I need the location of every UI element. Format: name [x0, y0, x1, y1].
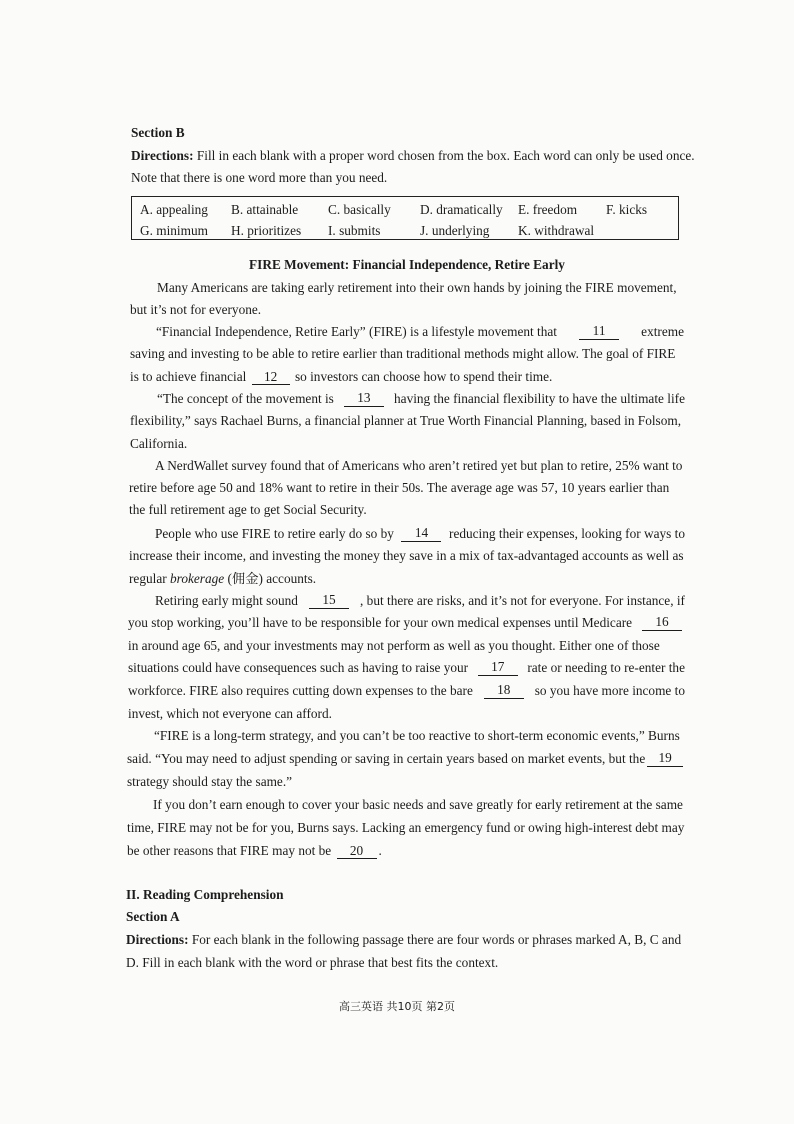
text-segment: so investors can choose how to spend their time. — [294, 369, 553, 384]
directions-text: For each blank in the following passage there are four words or phrases marked A, B, C and — [191, 932, 682, 947]
passage-line — [155, 593, 685, 609]
passage-line — [128, 615, 684, 631]
blank-14[interactable]: 14 — [401, 526, 441, 542]
passage-line: Many Americans are taking early retirement into their own hands by joining the FIRE movement, — [157, 280, 677, 295]
text-segment: extreme — [641, 324, 684, 339]
page-footer: 高三英语 共10页 第2页 — [339, 1000, 455, 1013]
passage-line: flexibility,” says Rachael Burns, a financial planner at True Worth Financial Planning, based in Folsom, — [130, 413, 682, 428]
text-segment: Retiring early might sound — [155, 593, 298, 608]
section-b-heading: Section B — [131, 125, 185, 140]
section-b-directions-line-1 — [131, 148, 695, 164]
passage-line: saving and investing to be able to retire earlier than traditional methods might allow. The goal of FIRE — [130, 346, 676, 361]
word-option: G. minimum — [140, 223, 208, 238]
passage-line — [156, 324, 684, 340]
blank-15[interactable]: 15 — [309, 593, 349, 609]
reading-directions-line-1 — [126, 932, 681, 948]
text-segment: rate or needing to re-enter the — [527, 660, 685, 675]
passage-line — [130, 369, 552, 385]
word-option: C. basically — [328, 202, 391, 217]
text-segment: so you have more income to — [534, 683, 685, 698]
passage-line: time, FIRE may not be for you, Burns says. Lacking an emergency fund or owing high-interest debt may — [127, 820, 685, 835]
passage-line: the full retirement age to get Social Security. — [129, 502, 367, 517]
blank-11[interactable]: 11 — [579, 324, 619, 340]
section-b-directions-line-2: Note that there is one word more than you need. — [131, 170, 388, 185]
word-option: E. freedom — [518, 202, 578, 217]
text-segment: brokerage — [169, 571, 225, 586]
passage-line — [129, 571, 316, 587]
passage-line: California. — [130, 436, 188, 451]
word-option: I. submits — [328, 223, 381, 238]
word-box — [131, 196, 679, 240]
text-segment: said. “You may need to adjust spending or saving in certain years based on market events, but the — [127, 751, 646, 766]
text-segment: “Financial Independence, Retire Early” (FIRE) is a lifestyle movement that — [156, 324, 557, 339]
blank-20[interactable]: 20 — [337, 844, 377, 859]
passage-line: “FIRE is a long-term strategy, and you can’t be too reactive to short-term economic events,” Burns — [154, 728, 680, 743]
text-segment: (佣金) accounts. — [227, 571, 317, 586]
word-option: F. kicks — [606, 202, 648, 217]
text-segment: is to achieve financial — [130, 369, 247, 384]
text-segment: . — [378, 843, 382, 858]
passage-line: strategy should stay the same.” — [127, 774, 293, 789]
word-option: D. dramatically — [420, 202, 503, 217]
word-option: J. underlying — [420, 223, 490, 238]
passage-line — [128, 660, 685, 676]
directions-label: Directions: — [126, 932, 189, 947]
passage-line: retire before age 50 and 18% want to retire in their 50s. The average age was 57, 10 years earlier than — [129, 480, 670, 495]
blank-12[interactable]: 12 — [252, 370, 290, 385]
passage-line: increase their income, and investing the money they save in a mix of tax-advantaged accounts as well as — [129, 548, 684, 563]
word-option: A. appealing — [140, 202, 208, 217]
text-segment: situations could have consequences such as having to raise your — [128, 660, 469, 675]
passage-line — [155, 526, 685, 542]
text-segment: workforce. FIRE also requires cutting down expenses to the bare — [128, 683, 473, 698]
directions-text: Fill in each blank with a proper word chosen from the box. Each word can only be used once. — [196, 148, 695, 163]
text-segment: having the financial flexibility to have the ultimate life — [394, 391, 685, 406]
word-option: H. prioritizes — [231, 223, 302, 238]
word-option: B. attainable — [231, 202, 299, 217]
directions-label: Directions: — [131, 148, 194, 163]
passage-line — [128, 683, 685, 699]
blank-18[interactable]: 18 — [484, 683, 524, 699]
reading-heading: II. Reading Comprehension — [126, 887, 284, 902]
passage-line — [157, 391, 685, 407]
text-segment: reducing their expenses, looking for ways to — [449, 526, 685, 541]
passage-title: FIRE Movement: Financial Independence, Retire Early — [249, 257, 565, 272]
blank-16[interactable]: 16 — [642, 615, 682, 631]
word-option: K. withdrawal — [518, 223, 595, 238]
text-segment: you stop working, you’ll have to be responsible for your own medical expenses until Medicare — [128, 615, 633, 630]
text-segment: be other reasons that FIRE may not be — [127, 843, 332, 858]
passage-line — [127, 843, 382, 859]
text-segment: People who use FIRE to retire early do so by — [155, 526, 394, 541]
reading-section-a: Section A — [126, 909, 180, 924]
passage-line: in around age 65, and your investments may not perform as well as you thought. Either one of those — [128, 638, 660, 653]
text-segment: , but there are risks, and it’s not for everyone. For instance, if — [360, 593, 685, 608]
text-segment: regular — [129, 571, 167, 586]
blank-17[interactable]: 17 — [478, 660, 518, 676]
passage-line — [127, 751, 685, 767]
text-segment: “The concept of the movement is — [157, 391, 334, 406]
passage-line: A NerdWallet survey found that of Americans who aren’t retired yet but plan to retire, 25% want to — [155, 458, 683, 473]
blank-19[interactable]: 19 — [647, 751, 683, 767]
passage-line: but it’s not for everyone. — [130, 302, 262, 317]
passage-line: invest, which not everyone can afford. — [128, 706, 332, 721]
passage-line: If you don’t earn enough to cover your basic needs and save greatly for early retirement at the same — [153, 797, 683, 812]
reading-directions-line-2: D. Fill in each blank with the word or phrase that best fits the context. — [126, 955, 499, 970]
blank-13[interactable]: 13 — [344, 391, 384, 407]
